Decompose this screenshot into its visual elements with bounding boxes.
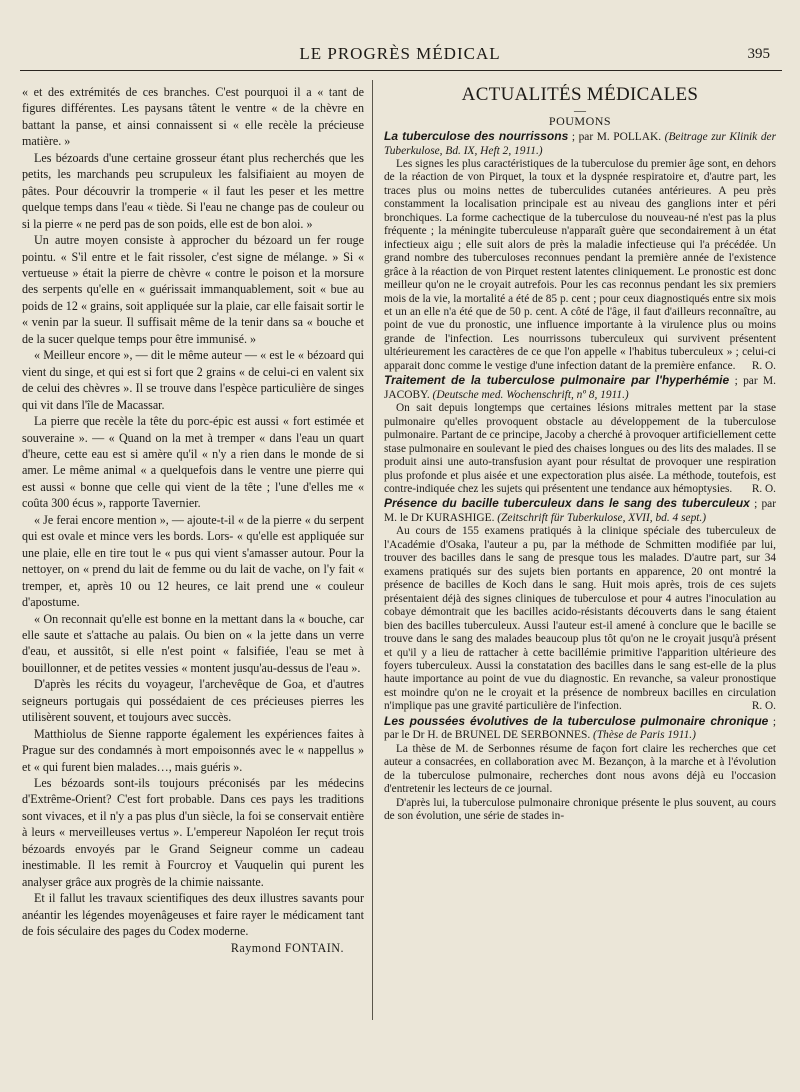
paragraph: D'après les récits du voyageur, l'archevêque de Goa, et d'autres seigneurs portugais qui possédaient de ces précieuses pierres les utilisèrent souvent, et toujours avec succès. — [22, 677, 364, 725]
article-title: Les poussées évolutives de la tuberculose pulmonaire chronique — [384, 713, 769, 728]
right-column — [384, 84, 776, 1029]
article-reference — [384, 374, 776, 402]
paragraph: Et il fallut les travaux scientifiques des deux illustres savants pour anéantir les légendes moyenâgeuses et faire rayer le médicament tant de fois séculaire des pages du Codex moderne. — [22, 891, 364, 939]
section-title: ACTUALITÉS MÉDICALES — [461, 84, 699, 105]
article-source: (Zeitschrift für Tuberkulose, XVII, bd. 4 sept.) — [494, 511, 707, 524]
article-body: D'après lui, la tuberculose pulmonaire chronique présente le plus souvent, au cours de son évolution, une série de stades in- — [384, 796, 776, 823]
article — [384, 715, 776, 824]
article — [384, 497, 776, 713]
paragraph: La pierre que recèle la tête du porc-épic est aussi « fort estimée et souveraine ». — « Quand on la met à tremper « dans l'eau un quart d'heure, cette eau est si amère qu'il « n'y a rien dans le monde de si amer. Le même animal « a quelquefois dans le ventre une pierre qui est aussi « bonne que celle qui vient de la tête ; l'une d'elles me « coûta 300 écus », rapporte Tavernier. — [22, 414, 364, 511]
article-source: (Thèse de Paris 1911.) — [590, 729, 696, 742]
paragraph: Un autre moyen consiste à approcher du bézoard un fer rouge pointu. « S'il entre et le fait rissoler, c'est signe de mélange. » Si « vertueuse » était la pierre de chèvre « contre le poison et la morsure des serpents qu'elle en « guérissait immanquablement, soit « bue au poids de 12 « grains, soit appliquée sur la plaie, car elle faisait sortir le « venin par la sueur. Il suffisait même de la tenir dans sa « bouche et de la sucer quelque temps pour être immunisé. » — [22, 233, 364, 346]
article-author: ; par le Dr H. de BRUNEL DE SERBONNES. — [384, 715, 776, 742]
page-number: 395 — [747, 46, 770, 62]
paragraph: « On reconnait qu'elle est bonne en la mettant dans la « bouche, car elle saute et s'attache au palais. Ou bien on « la jette dans un verre d'eau, et aussitôt, si elle n'est point « falsifiée, l'eau se met à bouillonner, et de petites vessies « montent jusqu'au-dessus de l'eau ». — [22, 611, 364, 675]
paragraph: Les bézoards sont-ils toujours préconisés par les médecins d'Extrême-Orient? C'est fort probable. Dans ces pays les traditions sont vivaces, et il n'y a pas plus d'un siècle, la foi se conservait entière à leurs « merveilleuses vertus ». L'empereur Napoléon Ier reçut trois bézoards envoyés par le Grand Seigneur comme un cadeau inestimable. Il les remit à Fourcroy et Vauquelin qui purent les analyser grâce aux progrès de la chimie naissante. — [22, 776, 364, 889]
paragraph: Matthiolus de Sienne rapporte également les expériences faites à Prague sur des condamnés à mort empoisonnés avec le « nappellus » et « qui furent bien malades…, mais guéris ». — [22, 726, 364, 774]
subsection-title: POUMONS — [548, 114, 612, 128]
article-body — [384, 525, 776, 713]
column-divider — [372, 80, 373, 1020]
left-column — [22, 84, 364, 1024]
article-source: (Deutsche med. Wochenschrift, nº 8, 1911.) — [429, 388, 629, 401]
article — [384, 130, 776, 373]
article-title: Traitement de la tuberculose pulmonaire par l'hyperhémie — [384, 373, 730, 388]
article-title: La tuberculose des nourrissons — [384, 129, 569, 143]
article-body: La thèse de M. de Serbonnes résume de façon fort claire les recherches que cet auteur a consacrées, en collaboration avec M. Bezançon, à la marche et à l'évolution de la tuberculose pulmonaire, recherches dont nous avons déjà eu l'occasion d'entretenir les lecteurs de ce journal. — [384, 742, 776, 796]
running-header — [20, 42, 780, 68]
article-reference — [384, 715, 776, 743]
article-text: On sait depuis longtemps que certaines lésions mitrales mettent par la stase pulmonaire qu'elles provoquent obstacle au développement de la tuberculose pulmonaire. Partant de ce principe, Jacoby a cherché à provoquer artificiellement cette stase pulmonaire en soulevant le pied des chaises longues ou des lits des malades. Il se produit ainsi une auto-transfusion ayant pour résultat de provoquer une respiration plus profonde et plus aisée et une expectoration plus aisée. La méthode, toutefois, est contre-indiquée chez les sujets qui présentent une tendance aux hémoptysies. — [384, 402, 776, 495]
reviewer-initials: R. O. — [751, 482, 776, 495]
header-rule — [20, 70, 782, 71]
article-text: Les signes les plus caractéristiques de la tuberculose du premier âge sont, en dehors de la réaction de von Pirquet, la toux et la dyspnée respiratoire et, d'autre part, les traces plus ou moins nettes de tuberculides cutanées antérieures. A peu près constamment la localisation principale est au niveau des ganglions inter et péri bronchiques. La forme cachectique de la tuberculose du nouveau-né n'est pas la plus fréquente ; la méningite tuberculeuse n'apparaît guère que secondairement à un état infectieux aigu ; elle suit alors de près la maladie infectieuse qui l'a précédée. Un grand nombre des tuberculoses reconnues pendant la première année de l'existence grâce à la réaction de von Pirquet restent latentes cliniquement. Le pronostic est donc meilleur qu'on ne le croyait autrefois. Pour les cas reconnus pendant les six premiers mois de la vie, la mortalité a été de 85 p. cent ; pour ceux diagnostiqués entre six mois et un an elle n'a été que de 50 p. cent. A côté de l'âge, il faut d'ailleurs reconnaître, au point de vue du pronostic, une influence importante à la virulence plus ou moins grande de l'infection. Les nourrissons tuberculeux qui survivent présentent ultérieurement les caractères de ce que l'on appelle « l'habitus tuberculeux » ; celui-ci apparait donc comme le vestige d'une infection datant de la première enfance. — [384, 158, 776, 372]
article-body — [384, 402, 776, 496]
article-author: ; par M. le Dr KURASHIGE. — [384, 498, 776, 524]
article-body — [384, 158, 776, 373]
paragraph: « Je ferai encore mention », — ajoute-t-il « de la pierre « du serpent qui est ovale et mince vers les bords. Lors- « qu'elle est appliquée sur une plaie, elle en tire tout le « pus qui vient s'amasser autour. Pour la nettoyer, on « prend du lait de femme ou du lait de vache, on l'y fait « tremper, et, après 10 ou 12 heures, ce lait prend une « couleur d'apostume. — [22, 512, 364, 610]
paragraph: « Meilleur encore », — dit le même auteur — « est le « bézoard qui vient du singe, et qui est si fort que 2 grains « de celui-ci en valent six de celui des chèvres ». Il se trouve dans l'espèce particulière de singes qui vit dans l'île de Macassar. — [22, 348, 364, 412]
author-signature — [22, 940, 364, 956]
article — [384, 374, 776, 496]
article-author: ; par M. POLLAK. — [568, 131, 662, 143]
article-reference — [384, 130, 776, 158]
article-source: (Beitrage zur Klinik der Tuberkulose, Bd. IX, Heft 2, 1911.) — [384, 131, 776, 157]
article-reference — [384, 497, 776, 525]
journal-title: LE PROGRÈS MÉDICAL — [299, 44, 501, 63]
reviewer-initials: R. O. — [751, 359, 776, 372]
paragraph: « et des extrémités de ces branches. C'est pourquoi il a « tant de figures différentes. Les paysans tâtent le ventre « de la chèvre en battant la panse, et ainsi connaissent si « elle recèle la précieuse matière. » — [22, 85, 364, 149]
signature-text: Raymond FONTAIN. — [230, 940, 344, 955]
paragraph: Les bézoards d'une certaine grosseur étant plus recherchés que les petits, les marchands peu scrupuleux les falsifiaient au moyen de pâtes. Pour découvrir la tromperie « il faut les peser et les mettre quelque temps dans l'eau « tiède. Si l'eau ne change pas de couleur ou si la pierre « ne perd pas de son poids, elle est de bon aloi. » — [22, 150, 364, 231]
article-text: Au cours de 155 examens pratiqués à la clinique spéciale des tuberculeux de l'Académie d'Osaka, l'auteur a pu, par la méthode de Schmitten modifiée par lui, trouver des bacilles dans le sang de presque tous les malades. D'autre part, sur 34 examens pratiqués sur des sujets bien portants en apparence, 20 ont montré la présence de bacilles de Koch dans le sang. Huit mois après, trois de ces sujets présentaient déjà des signes cliniques de tuberculose et pour 4 autres l'inoculation au cobaye démontrait que les bacilles acido-résistants découverts dans le sang étaient bien des bacilles tuberculeux. Aussi l'auteur est-il amené à conclure que le bacille se trouve dans le sang des malades beaucoup plus tôt qu'on ne le croyait jusqu'à présent et qu'il y a lieu de rattacher à cette bacillémie primitive l'apparition ultérieure des foyers tuberculeux. Aussi la constatation des bacilles dans le sang est-elle de la plus haute importance au point de vue du diagnostic. En revanche, sa valeur pronostique est moindre qu'on ne le croyait et la présence de nombreux bacilles en circulation n'implique pas une gravité particulière de l'infection. — [384, 525, 776, 713]
reviewer-initials: R. O. — [751, 700, 776, 713]
article-author: ; par M. JACOBY. — [384, 375, 776, 401]
article-title: Présence du bacille tuberculeux dans le sang des tuberculeux — [384, 496, 750, 511]
section-dash: — — [574, 103, 586, 117]
